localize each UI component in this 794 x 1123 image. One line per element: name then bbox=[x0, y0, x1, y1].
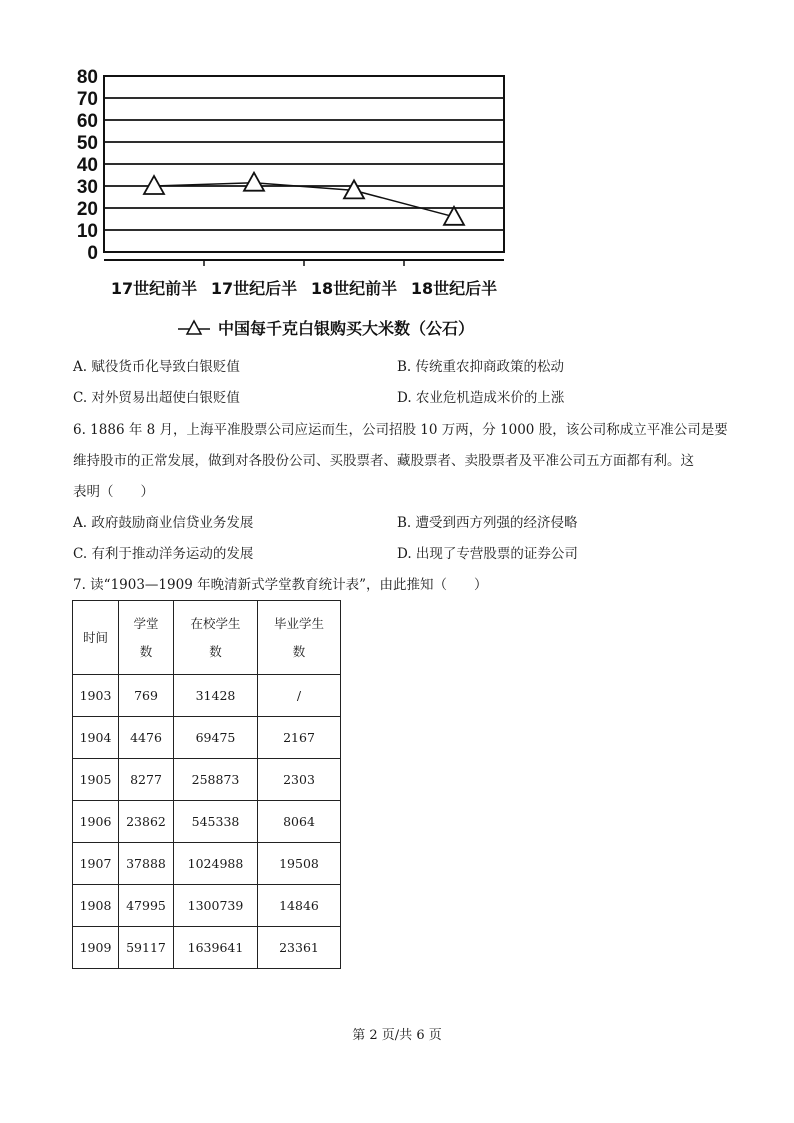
table-row bbox=[73, 675, 341, 717]
legend-triangle bbox=[187, 321, 201, 334]
series-line-path bbox=[154, 183, 454, 217]
cell-year: 1907 bbox=[73, 843, 119, 885]
cell-students: 69475 bbox=[174, 717, 258, 759]
school-stats-table bbox=[72, 600, 341, 969]
cell-schools: 4476 bbox=[119, 717, 174, 759]
q6-option-c: C. 有利于推动洋务运动的发展 bbox=[73, 546, 254, 562]
table-row bbox=[73, 801, 341, 843]
cell-graduates: 23361 bbox=[258, 927, 341, 969]
page-footer: 第 2 页/共 6 页 bbox=[352, 1028, 442, 1043]
cell-graduates: 19508 bbox=[258, 843, 341, 885]
y-tick-label: 40 bbox=[76, 155, 98, 176]
legend-label: 中国每千克白银购买大米数（公石） bbox=[218, 319, 475, 338]
q6-stem-line2: 维持股市的正常发展，做到对各股份公司、买股票者、藏股票者、卖股票者及平准公司五方面都有利。这 bbox=[73, 453, 694, 469]
cell-year: 1906 bbox=[73, 801, 119, 843]
cell-schools: 37888 bbox=[119, 843, 174, 885]
y-tick-label: 0 bbox=[87, 243, 98, 264]
table-row bbox=[73, 885, 341, 927]
y-tick-label: 30 bbox=[76, 177, 98, 198]
chart-gridlines bbox=[104, 98, 504, 260]
q6-stem-line1: 6. 1886 年 8 月，上海平准股票公司应运而生，公司招股 10 万两，分 1000 股，该公司称成立平准公司是要 bbox=[73, 422, 728, 438]
cell-students: 1300739 bbox=[174, 885, 258, 927]
cell-schools: 47995 bbox=[119, 885, 174, 927]
q5-option-c: C. 对外贸易出超使白银贬值 bbox=[73, 390, 240, 406]
y-tick-label: 20 bbox=[76, 199, 98, 220]
y-tick-label: 50 bbox=[76, 133, 98, 154]
cell-students: 1024988 bbox=[174, 843, 258, 885]
y-tick-label: 80 bbox=[76, 67, 98, 88]
cell-graduates: 2303 bbox=[258, 759, 341, 801]
header-time: 时间 bbox=[73, 601, 119, 675]
data-point-triangle bbox=[444, 207, 464, 225]
q6-option-d: D. 出现了专营股票的证券公司 bbox=[397, 546, 578, 562]
cell-schools: 8277 bbox=[119, 759, 174, 801]
y-tick-label: 60 bbox=[76, 111, 98, 132]
cell-schools: 23862 bbox=[119, 801, 174, 843]
cell-year: 1905 bbox=[73, 759, 119, 801]
x-tick-label: 18世纪前半 bbox=[310, 279, 398, 298]
table-row bbox=[73, 759, 341, 801]
table-row bbox=[73, 843, 341, 885]
table-header-row bbox=[73, 601, 341, 675]
cell-students: 31428 bbox=[174, 675, 258, 717]
header-schools: 学堂 数 bbox=[119, 601, 174, 675]
x-tick-label: 17世纪后半 bbox=[210, 279, 298, 298]
y-axis-ticks bbox=[77, 67, 98, 264]
data-point-triangle bbox=[144, 176, 164, 194]
data-point-triangle bbox=[244, 173, 264, 191]
cell-year: 1909 bbox=[73, 927, 119, 969]
q7-stem: 7. 读“1903—1909 年晚清新式学堂教育统计表”，由此推知（ ） bbox=[73, 577, 488, 593]
cell-graduates: 14846 bbox=[258, 885, 341, 927]
cell-graduates: 8064 bbox=[258, 801, 341, 843]
silver-rice-line-chart bbox=[60, 62, 520, 352]
x-tick-label: 18世纪后半 bbox=[410, 279, 498, 298]
cell-year: 1908 bbox=[73, 885, 119, 927]
cell-students: 258873 bbox=[174, 759, 258, 801]
q6-option-a: A. 政府鼓励商业信贷业务发展 bbox=[73, 515, 254, 531]
cell-schools: 769 bbox=[119, 675, 174, 717]
q5-option-a: A. 赋役货币化导致白银贬值 bbox=[73, 359, 240, 375]
cell-year: 1903 bbox=[73, 675, 119, 717]
series-line bbox=[144, 173, 464, 225]
q6-option-b: B. 遭受到西方列强的经济侵略 bbox=[397, 515, 578, 531]
header-students: 在校学生 数 bbox=[174, 601, 258, 675]
q5-option-b: B. 传统重农抑商政策的松动 bbox=[397, 359, 565, 375]
cell-graduates: 2167 bbox=[258, 717, 341, 759]
table-row bbox=[73, 717, 341, 759]
table-row bbox=[73, 927, 341, 969]
y-tick-label: 10 bbox=[76, 221, 98, 242]
x-axis-labels bbox=[111, 279, 497, 298]
q5-option-d: D. 农业危机造成米价的上涨 bbox=[397, 390, 565, 406]
cell-students: 545338 bbox=[174, 801, 258, 843]
chart-legend bbox=[178, 319, 474, 338]
cell-graduates: / bbox=[258, 675, 341, 717]
y-tick-label: 70 bbox=[76, 89, 98, 110]
cell-schools: 59117 bbox=[119, 927, 174, 969]
cell-year: 1904 bbox=[73, 717, 119, 759]
cell-students: 1639641 bbox=[174, 927, 258, 969]
q6-stem-line3: 表明（ ） bbox=[73, 484, 154, 500]
x-tick-label: 17世纪前半 bbox=[110, 279, 198, 298]
header-graduates: 毕业学生 数 bbox=[258, 601, 341, 675]
